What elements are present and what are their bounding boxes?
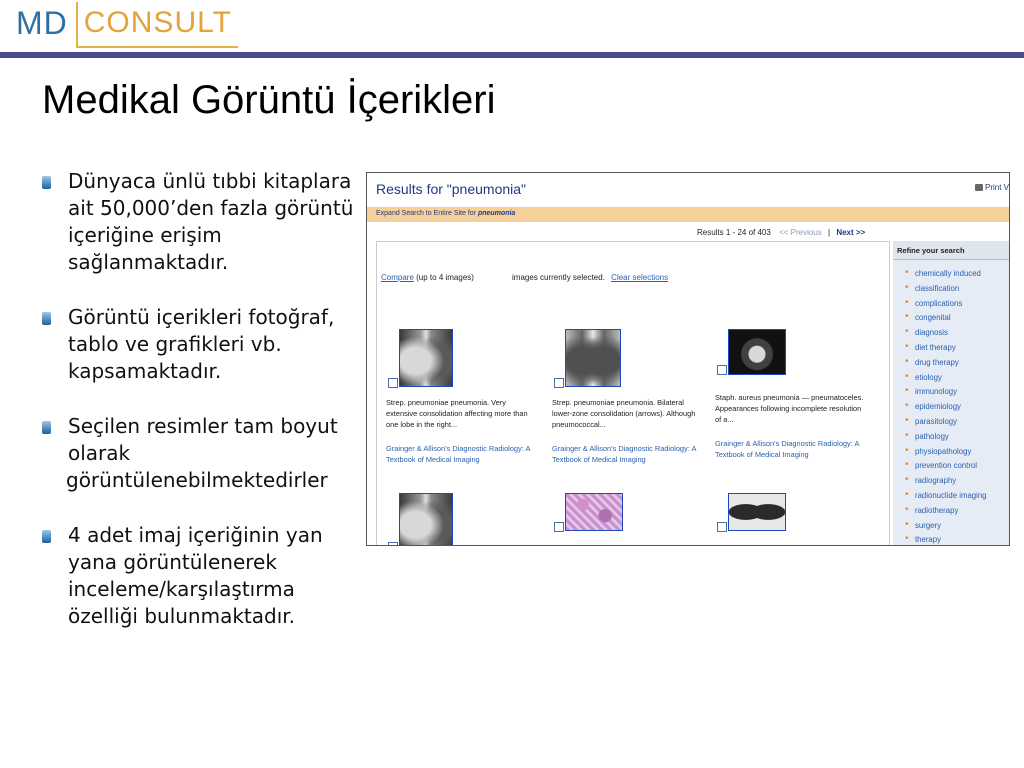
mdconsult-logo [16, 2, 238, 48]
result-thumbnail[interactable] [399, 493, 453, 546]
clear-selections-link[interactable]: Clear selections [611, 273, 669, 282]
previous-link[interactable]: << Previous [779, 228, 822, 237]
refine-item[interactable]: • drug therapy [915, 356, 987, 371]
bullet-item [40, 304, 365, 385]
select-checkbox[interactable] [554, 522, 564, 532]
bullet-marker-icon [42, 312, 51, 325]
refine-item[interactable]: • diagnosis [915, 326, 987, 341]
pager-separator: | [828, 228, 831, 237]
refine-item[interactable]: • chemically induced [915, 267, 987, 282]
result-caption: Strep. pneumoniae pneumonia. Very extensive consolidation affecting more than one lobe in the right... [386, 398, 528, 429]
refine-item[interactable]: • radionuclide imaging [915, 489, 987, 504]
refine-item[interactable]: • radiography [915, 474, 987, 489]
next-link[interactable]: Next >> [836, 228, 866, 237]
slide-title: Medikal Görüntü İçerikleri [42, 78, 496, 122]
select-checkbox[interactable] [717, 365, 727, 375]
result-source-link[interactable]: Grainger & Allison's Diagnostic Radiology: A Textbook of Medical Imaging [715, 439, 859, 459]
search-results-screenshot [366, 172, 1010, 546]
bullet-item [40, 522, 365, 630]
refine-header [893, 241, 1009, 260]
bullet-marker-icon [42, 176, 51, 189]
bullet-item [40, 413, 365, 494]
bullet-text: Seçilen resimler tam boyut olarak [68, 414, 338, 465]
result-thumbnail[interactable] [728, 329, 786, 375]
bullet-continuation: görüntülenebilmektedirler [66, 468, 328, 492]
compare-note: (up to 4 images) [416, 273, 474, 282]
bullet-list [40, 168, 365, 658]
result-thumbnail[interactable] [399, 329, 453, 387]
header-divider [0, 52, 1024, 58]
result-thumbnail[interactable] [728, 493, 786, 531]
refine-search-panel [893, 241, 1009, 545]
expand-search-bar [367, 207, 1009, 222]
refine-item[interactable]: • immunology [915, 385, 987, 400]
results-header [367, 173, 1009, 205]
image-results-panel [376, 241, 890, 546]
logo-consult: CONSULT [83, 6, 232, 39]
refine-item[interactable]: • radiotherapy [915, 504, 987, 519]
select-checkbox[interactable] [717, 522, 727, 532]
results-count: Results 1 - 24 of 403 [697, 228, 771, 237]
result-source-link[interactable]: Grainger & Allison's Diagnostic Radiology: A Textbook of Medical Imaging [552, 444, 696, 464]
result-caption: Strep. pneumoniae pneumonia. Bilateral lower-zone consolidation (arrows). Although pneumococcal... [552, 398, 696, 429]
refine-list [915, 267, 987, 546]
pagination [697, 228, 865, 237]
logo-consult-box [76, 2, 238, 48]
expand-search-term: pneumonia [477, 210, 516, 217]
refine-item[interactable]: • physiopathology [915, 445, 987, 460]
result-source-link[interactable]: Grainger & Allison's Diagnostic Radiology: A Textbook of Medical Imaging [386, 444, 530, 464]
compare-link[interactable]: Compare [381, 273, 414, 282]
refine-item[interactable]: • epidemiology [915, 400, 987, 415]
bullet-marker-icon [42, 530, 51, 543]
refine-title: Refine your search [897, 246, 965, 255]
print-link[interactable] [975, 183, 1009, 192]
bullet-text: Görüntü içerikleri fotoğraf, tablo ve grafikleri vb. kapsamaktadır. [68, 305, 335, 383]
refine-item[interactable]: • surgery [915, 519, 987, 534]
compare-controls [381, 273, 474, 282]
logo-md: MD [16, 5, 68, 41]
result-thumbnail[interactable] [565, 493, 623, 531]
refine-item[interactable]: • congenital [915, 311, 987, 326]
selection-status [512, 273, 668, 282]
bullet-text: Dünyaca ünlü tıbbi kitaplara ait 50,000’den fazla görüntü içeriğine erişim sağlanmaktadır. [68, 169, 354, 274]
refine-item[interactable]: • pathology [915, 430, 987, 445]
bullet-item [40, 168, 365, 276]
refine-item[interactable]: • diet therapy [915, 341, 987, 356]
select-checkbox[interactable] [388, 542, 398, 546]
bullet-text: 4 adet imaj içeriğinin yan yana görüntülenerek inceleme/karşılaştırma özelliği bulunmaktadır. [68, 523, 323, 628]
expand-search-link[interactable] [376, 210, 515, 217]
print-label: Print V [984, 183, 1009, 192]
refine-item[interactable]: • complications [915, 297, 987, 312]
refine-item[interactable]: • etiology [915, 371, 987, 386]
result-thumbnail[interactable] [565, 329, 621, 387]
bullet-marker-icon [42, 421, 51, 434]
select-checkbox[interactable] [388, 378, 398, 388]
result-caption: Staph. aureus pneumonia — pneumatoceles. Appearances following incomplete resolution of a... [715, 393, 864, 424]
refine-item[interactable]: • parasitology [915, 415, 987, 430]
selected-count-text: images currently selected. [512, 273, 605, 282]
refine-item[interactable]: • therapy [915, 533, 987, 546]
results-title: Results for "pneumonia" [376, 181, 527, 197]
refine-item[interactable]: • classification [915, 282, 987, 297]
printer-icon [975, 184, 983, 191]
select-checkbox[interactable] [554, 378, 564, 388]
refine-item[interactable]: • prevention control [915, 459, 987, 474]
expand-search-text: Expand Search to Entire Site for [376, 210, 476, 217]
